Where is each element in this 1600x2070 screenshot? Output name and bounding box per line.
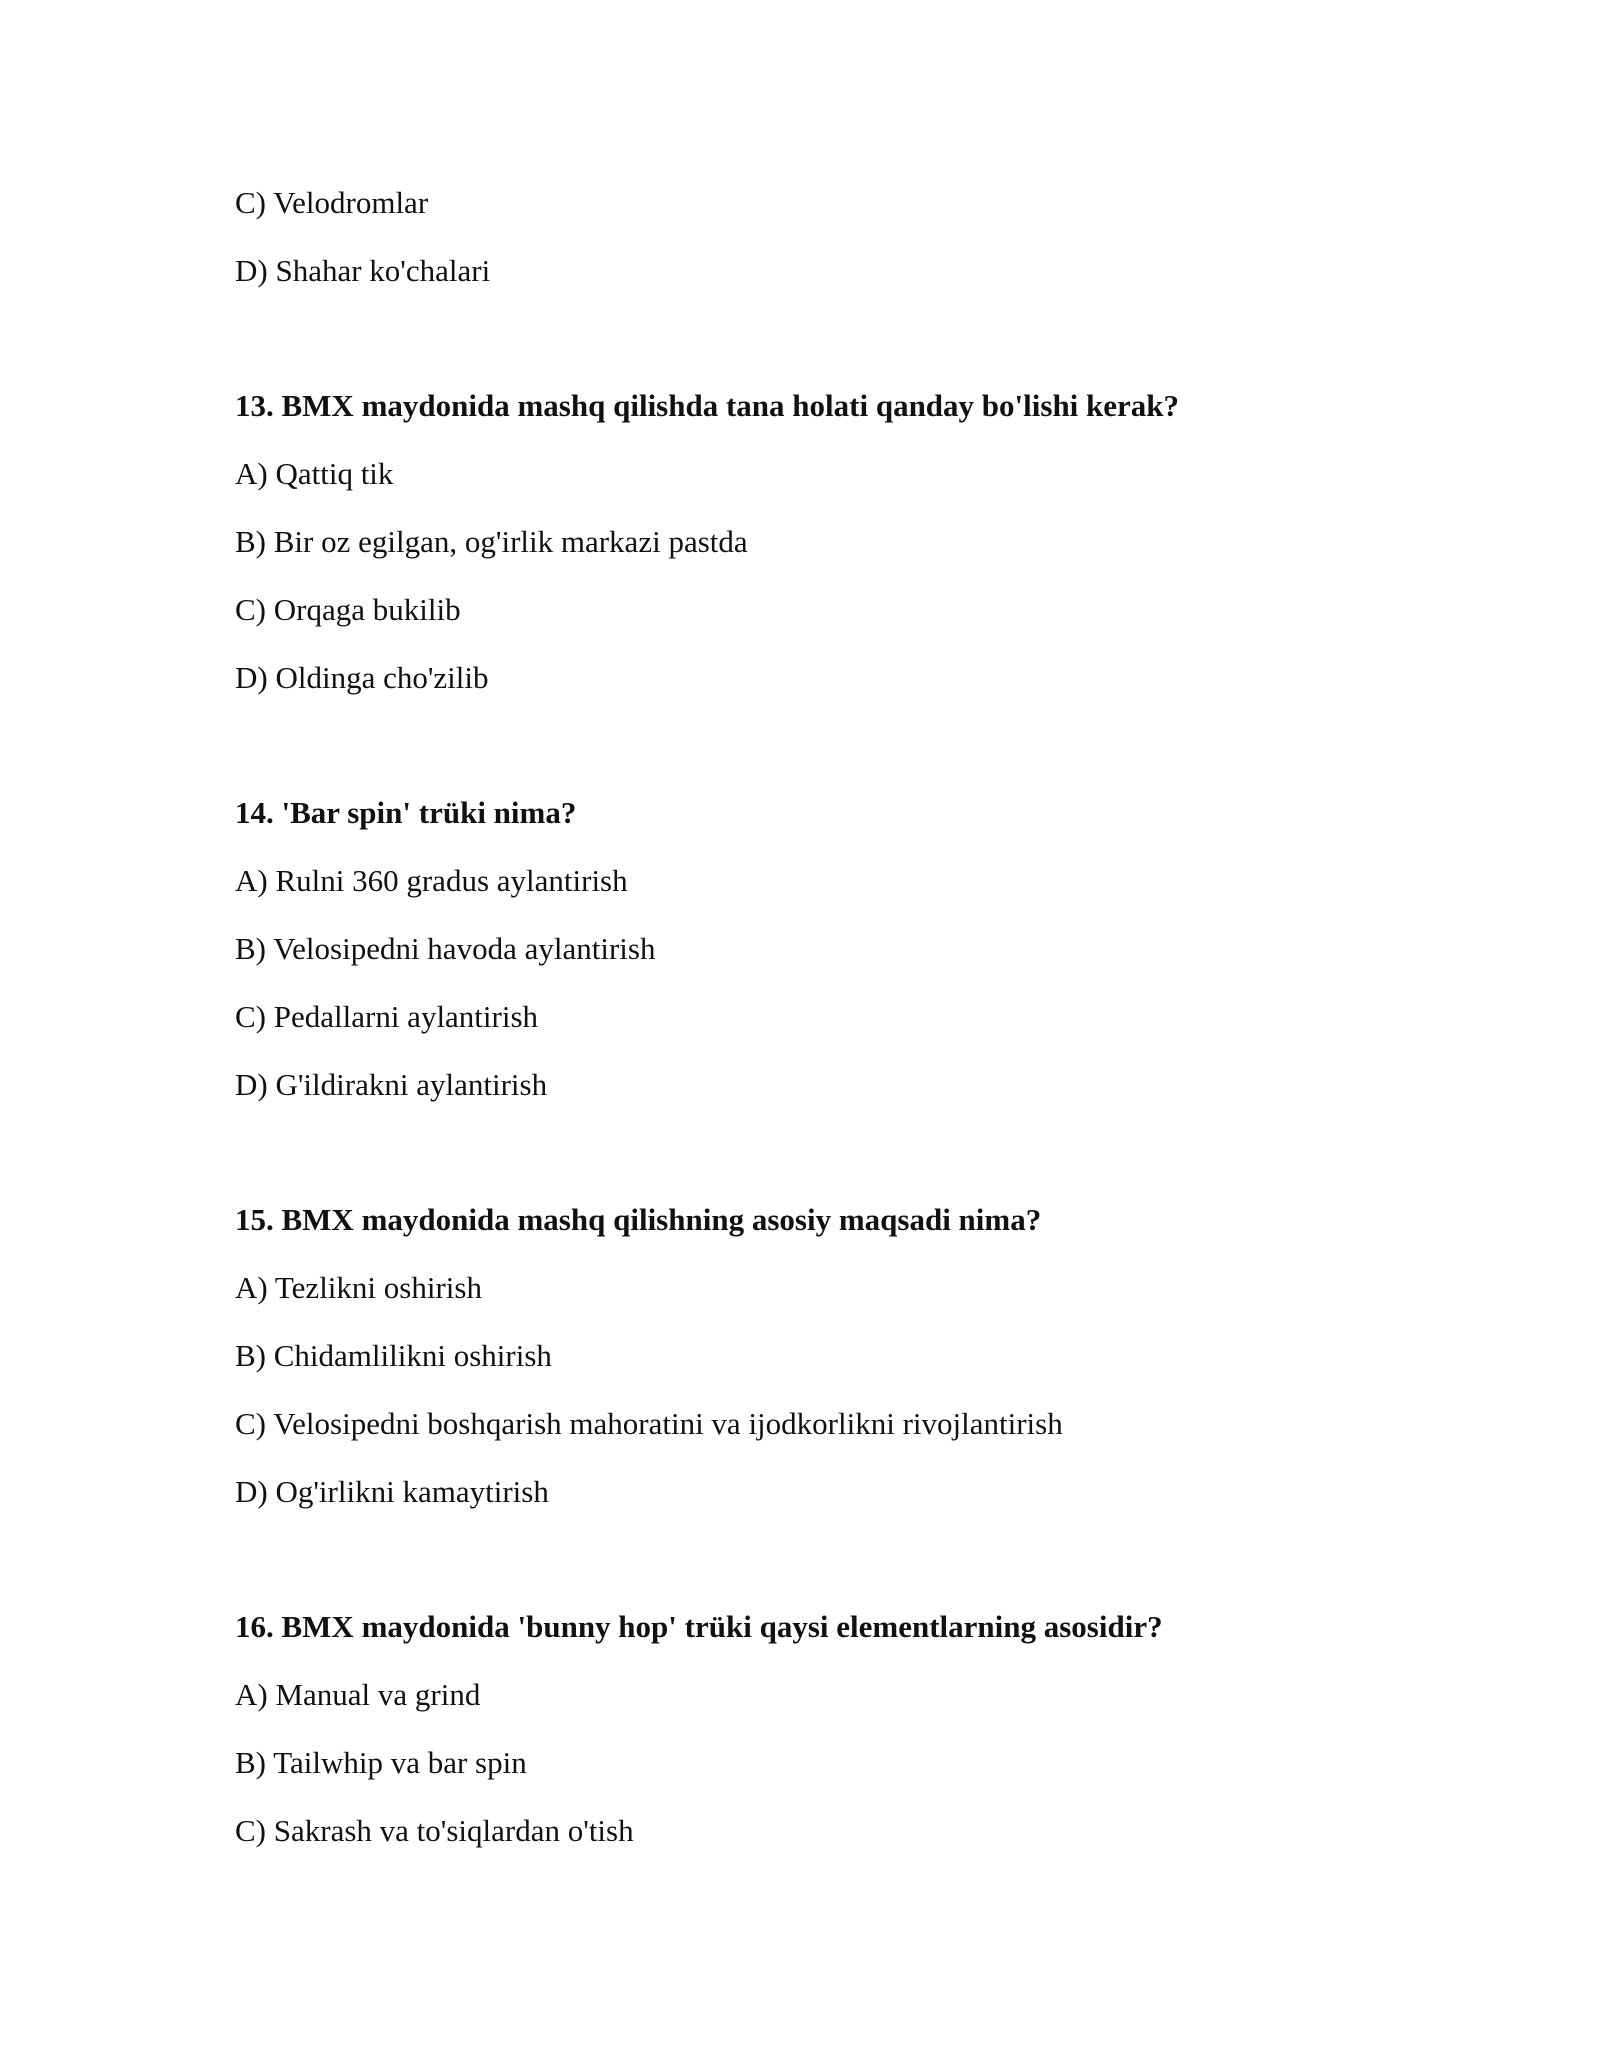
option-text: D) Og'irlikni kamaytirish xyxy=(235,1474,549,1509)
option-text: A) Tezlikni oshirish xyxy=(235,1270,482,1305)
option-text: A) Manual va grind xyxy=(235,1677,481,1712)
option-text: A) Rulni 360 gradus aylantirish xyxy=(235,863,628,898)
question-15-text: 15. BMX maydonida mashq qilishning asosiy maqsadi nima? xyxy=(235,1202,1042,1237)
option-text: D) G'ildirakni aylantirish xyxy=(235,1067,548,1102)
document-content xyxy=(235,185,1435,1881)
option-text: D) Shahar ko'chalari xyxy=(235,253,491,288)
option-text: C) Orqaga bukilib xyxy=(235,592,461,627)
question-13-text: 13. BMX maydonida mashq qilishda tana holati qanday bo'lishi kerak? xyxy=(235,388,1180,423)
option-text: B) Tailwhip va bar spin xyxy=(235,1745,527,1780)
option-text: B) Velosipedni havoda aylantirish xyxy=(235,931,656,966)
question-16-text: 16. BMX maydonida 'bunny hop' trüki qaysi elementlarning asosidir? xyxy=(235,1609,1163,1644)
option-text: C) Velodromlar xyxy=(235,185,429,220)
option-text: C) Pedallarni aylantirish xyxy=(235,999,539,1034)
option-text: D) Oldinga cho'zilib xyxy=(235,660,489,695)
option-text: B) Bir oz egilgan, og'irlik markazi pastda xyxy=(235,524,748,559)
option-text: C) Sakrash va to'siqlardan o'tish xyxy=(235,1813,634,1848)
option-text: B) Chidamlilikni oshirish xyxy=(235,1338,552,1373)
option-text: A) Qattiq tik xyxy=(235,456,394,491)
question-14-text: 14. 'Bar spin' trüki nima? xyxy=(235,795,577,830)
option-text: C) Velosipedni boshqarish mahoratini va ijodkorlikni rivojlantirish xyxy=(235,1406,1063,1441)
